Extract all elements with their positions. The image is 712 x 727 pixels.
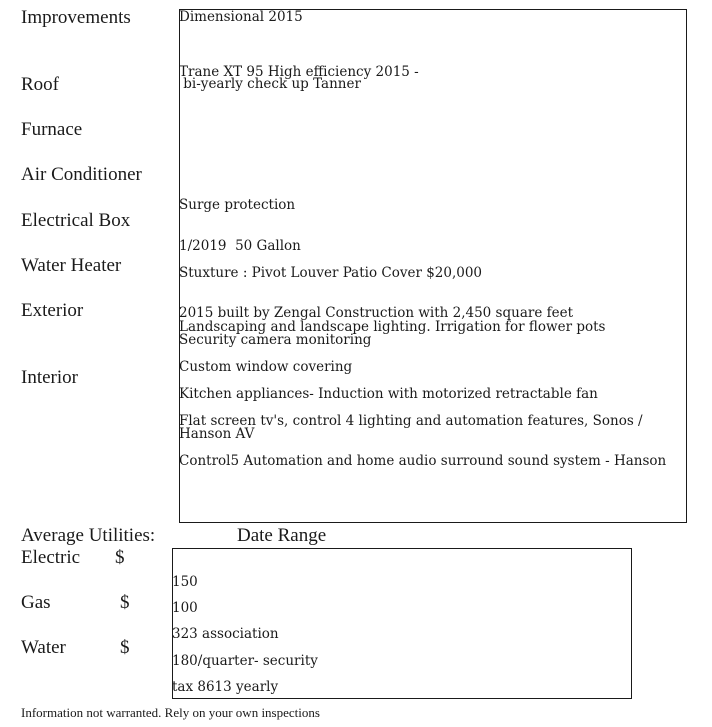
- label-improvements: Improvements: [21, 7, 131, 28]
- interior-text-line8: Control5 Automation and home audio surround sound system - Hanson: [179, 453, 667, 469]
- utilities-box: [172, 548, 632, 699]
- date-range-heading: Date Range: [237, 525, 327, 546]
- utility-row-4: 180/quarter- security: [172, 653, 318, 669]
- interior-text-line4: Custom window covering: [179, 359, 353, 375]
- label-water: Water: [21, 637, 66, 658]
- water-heater-text: 1/2019 50 Gallon: [179, 238, 301, 254]
- label-interior: Interior: [21, 367, 78, 388]
- water-dollar-sign: $: [120, 637, 130, 658]
- electric-dollar-sign: $: [115, 547, 125, 568]
- interior-text-line3: Security camera monitoring: [179, 332, 372, 348]
- disclaimer: Information not warranted. Rely on your own inspections: [21, 705, 320, 720]
- utility-row-5: tax 8613 yearly: [172, 679, 279, 695]
- gas-dollar-sign: $: [120, 592, 130, 613]
- interior-text-line7: Hanson AV: [179, 426, 255, 442]
- utility-row-1: 150: [172, 574, 198, 590]
- interior-text-line1: 2015 built by Zengal Construction with 2,450 square feet: [179, 305, 573, 321]
- exterior-text: Stuxture : Pivot Louver Patio Cover $20,000: [179, 265, 483, 281]
- furnace-text-line1: Trane XT 95 High efficiency 2015 -: [179, 64, 419, 80]
- utility-row-3: 323 association: [172, 626, 279, 642]
- interior-text-line5: Kitchen appliances- Induction with motorized retractable fan: [179, 386, 598, 402]
- utility-row-2: 100: [172, 600, 198, 616]
- label-water-heater: Water Heater: [21, 255, 122, 276]
- roof-text: Dimensional 2015: [179, 9, 303, 25]
- interior-text-line2: Landscaping and landscape lighting. Irrigation for flower pots: [179, 319, 606, 335]
- label-furnace: Furnace: [21, 119, 83, 140]
- electrical-text: Surge protection: [179, 197, 296, 213]
- label-electric: Electric: [21, 547, 81, 568]
- label-exterior: Exterior: [21, 300, 84, 321]
- label-gas: Gas: [21, 592, 51, 613]
- furnace-text-line2: bi-yearly check up Tanner: [179, 76, 361, 92]
- label-electrical-box: Electrical Box: [21, 210, 131, 231]
- label-air-conditioner: Air Conditioner: [21, 164, 142, 185]
- utilities-heading: Average Utilities:: [21, 525, 156, 546]
- label-roof: Roof: [21, 74, 59, 95]
- interior-text-line6: Flat screen tv's, control 4 lighting and automation features, Sonos /: [179, 413, 643, 429]
